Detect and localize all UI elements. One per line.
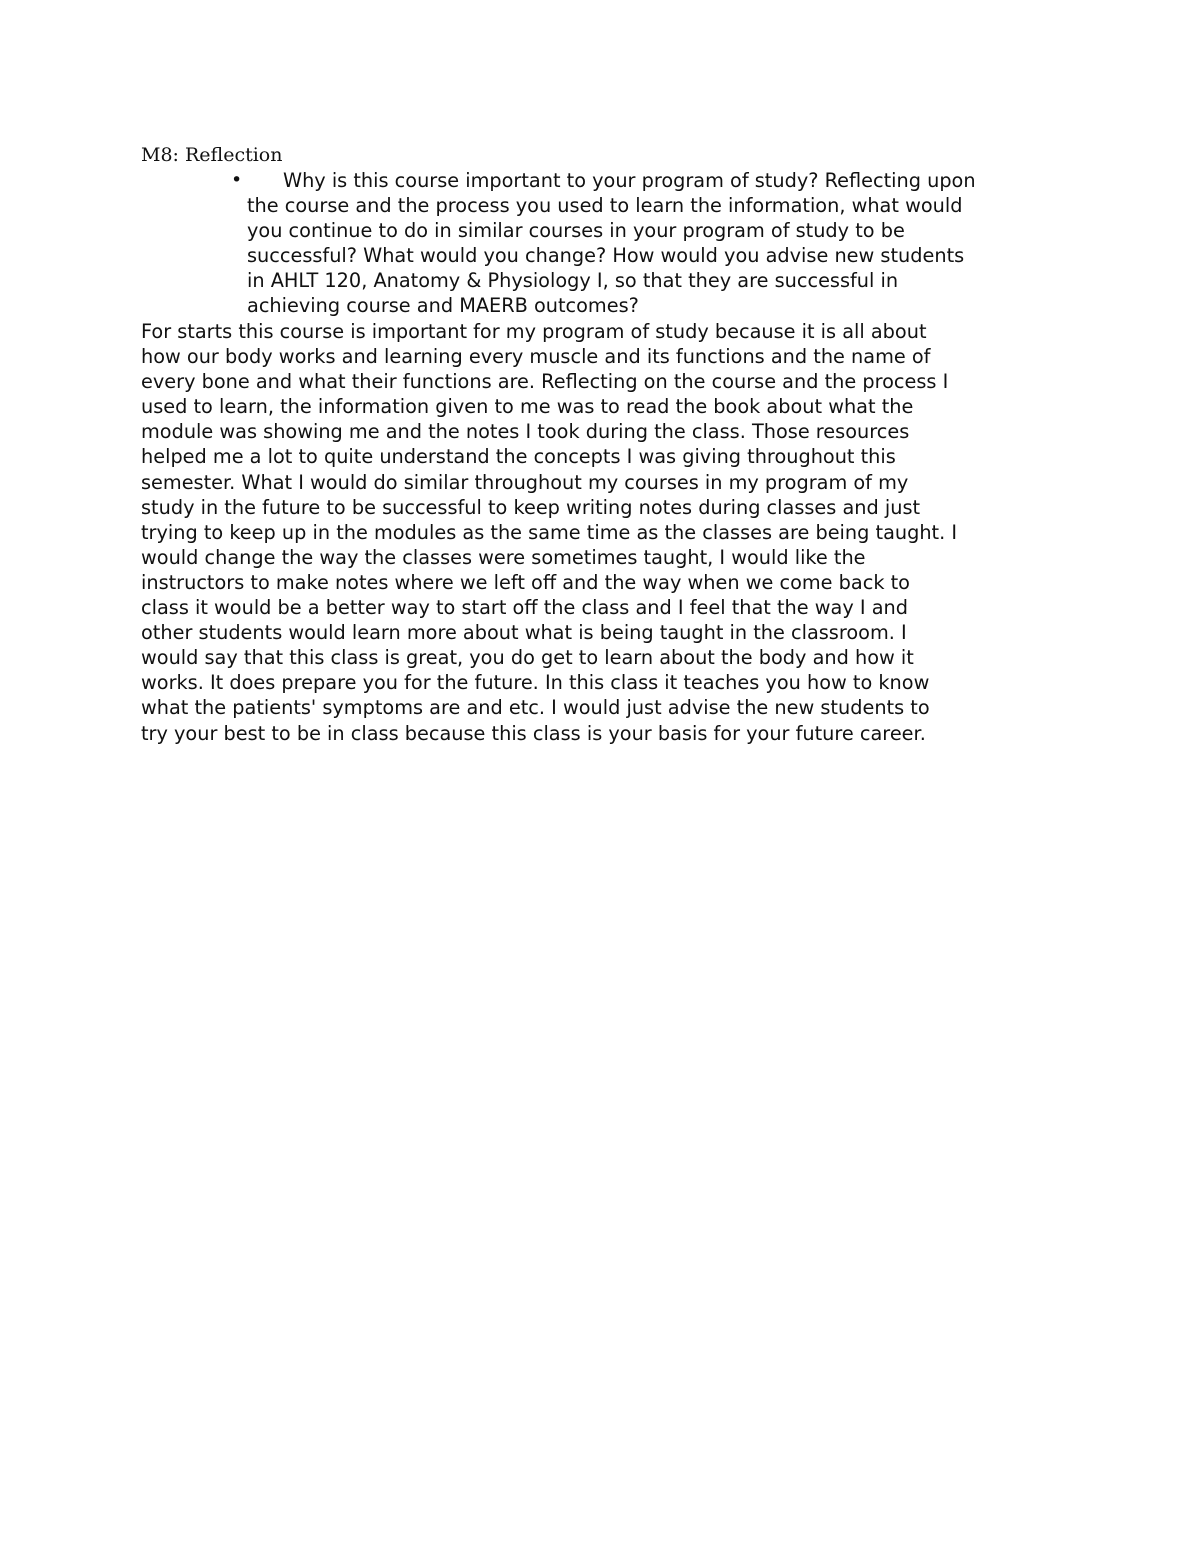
answer-line: class it would be a better way to start off the class and I feel that the way I and (141, 596, 908, 620)
prompt-bullet-item (231, 168, 1077, 319)
answer-line: instructors to make notes where we left off and the way when we come back to (141, 570, 910, 594)
prompt-line: successful? What would you change? How would you advise new students (247, 244, 965, 268)
answer-line: helped me a lot to quite understand the concepts I was giving throughout this (141, 445, 896, 469)
prompt-line: achieving course and MAERB outcomes? (247, 294, 639, 318)
document-title: M8: Reflection (141, 144, 283, 166)
answer-line: module was showing me and the notes I took during the class. Those resources (141, 420, 910, 444)
answer-line: used to learn, the information given to me was to read the book about what the (141, 395, 914, 419)
answer-line: how our body works and learning every muscle and its functions and the name of (141, 345, 931, 369)
answer-line: semester. What I would do similar throughout my courses in my program of my (141, 470, 909, 494)
answer-line: try your best to be in class because this class is your basis for your future career. (141, 721, 926, 745)
bullet-icon: • (231, 169, 243, 191)
prompt-line: the course and the process you used to learn the information, what would (247, 194, 963, 218)
answer-line: other students would learn more about what is being taught in the classroom. I (141, 621, 907, 645)
answer-line: would change the way the classes were sometimes taught, I would like the (141, 545, 866, 569)
answer-paragraph (141, 319, 1081, 746)
answer-line: For starts this course is important for my program of study because it is all about (141, 320, 927, 343)
answer-line: trying to keep up in the modules as the same time as the classes are being taught. I (141, 520, 958, 544)
prompt-line: you continue to do in similar courses in your program of study to be (247, 219, 905, 243)
prompt-line: Why is this course important to your program of study? Reflecting upon (283, 169, 976, 192)
answer-line: study in the future to be successful to keep writing notes during classes and just (141, 495, 921, 519)
answer-line: works. It does prepare you for the future. In this class it teaches you how to know (141, 671, 930, 695)
prompt-line: in AHLT 120, Anatomy & Physiology I, so that they are successful in (247, 269, 899, 293)
answer-line: what the patients' symptoms are and etc. I would just advise the new students to (141, 696, 930, 720)
answer-line: would say that this class is great, you do get to learn about the body and how it (141, 646, 914, 670)
answer-line: every bone and what their functions are. Reflecting on the course and the process I (141, 370, 949, 394)
